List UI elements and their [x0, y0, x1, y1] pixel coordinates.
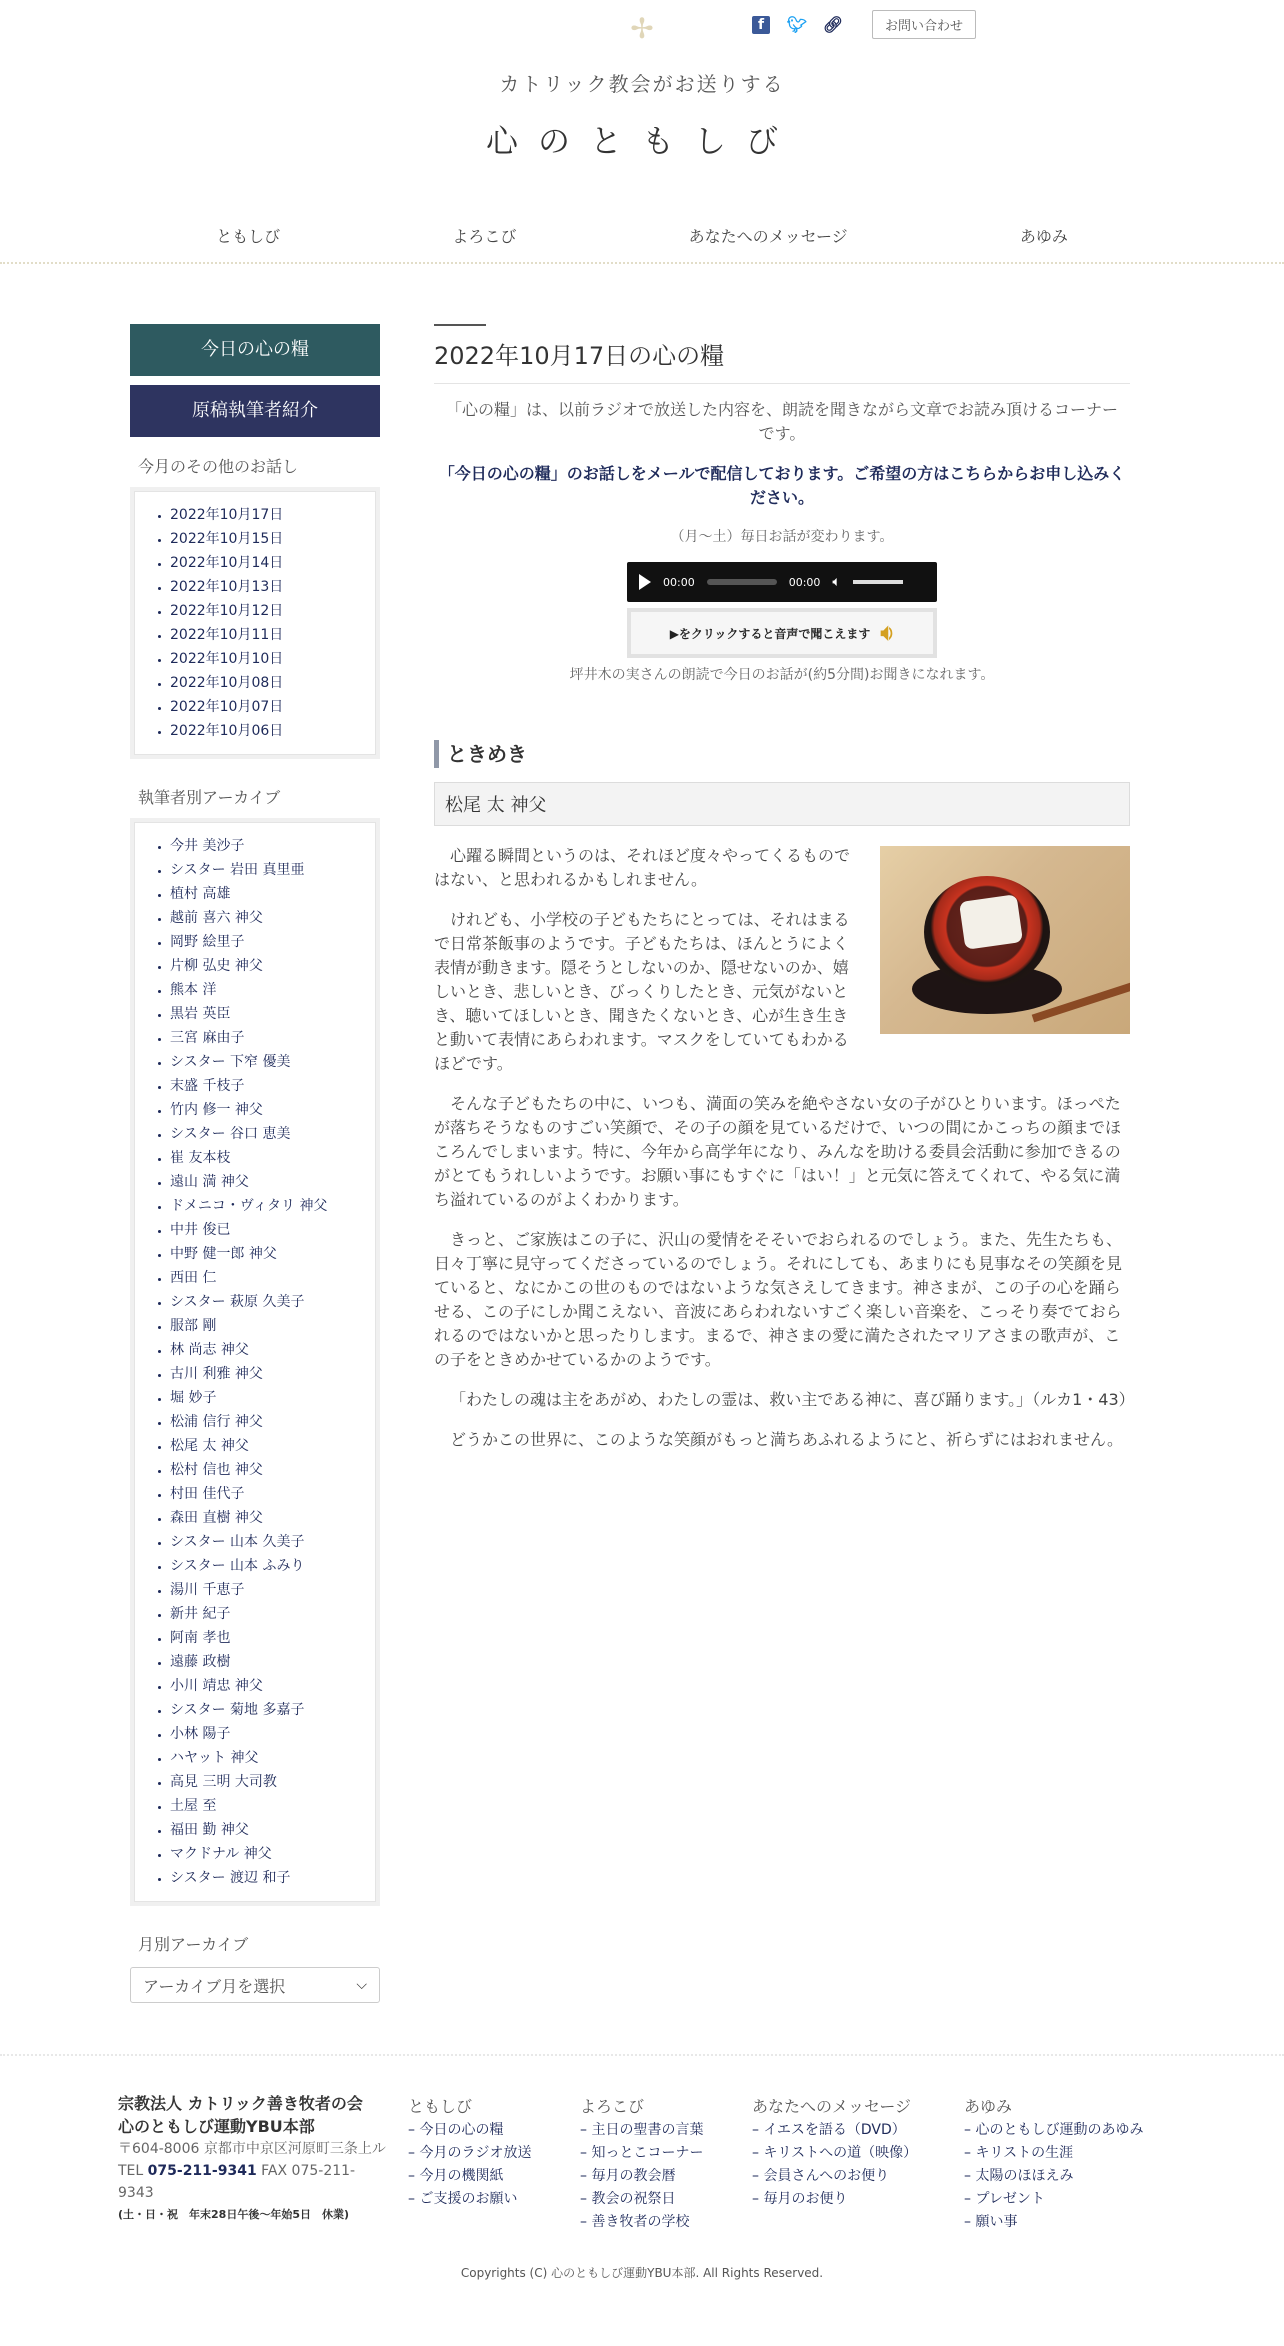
date-link[interactable]: • 2022年10月07日 — [170, 695, 376, 719]
site-subtitle: カトリック教会がお送りする — [499, 72, 785, 96]
tel-label: TEL — [118, 2163, 144, 2179]
daily-note: （月～土）毎日お話が変わります。 — [670, 529, 894, 545]
monthly-archive-select-value: アーカイブ月を選択 — [143, 1976, 286, 1996]
author-link[interactable]: • 片柳 弘史 神父 — [170, 954, 376, 978]
footer-link[interactable] — [580, 2211, 703, 2234]
footer-link-label: 心のともしび運動のあゆみ — [975, 2122, 1144, 2138]
footer-link[interactable] — [752, 2142, 917, 2165]
volume-icon[interactable]: 🔈︎ — [832, 574, 841, 590]
author-link[interactable]: • シスター 山本 ふみり — [170, 1554, 376, 1578]
author-link[interactable]: • 土屋 至 — [170, 1794, 376, 1818]
author-link[interactable]: • ハヤット 神父 — [170, 1746, 376, 1770]
author-link[interactable]: • 阿南 孝也 — [170, 1626, 376, 1650]
footer-link-label: 願い事 — [975, 2214, 1018, 2230]
footer-column — [964, 2094, 1143, 2234]
footer-link[interactable] — [580, 2142, 703, 2165]
dash-icon: – — [408, 2168, 420, 2184]
footer-column — [752, 2094, 917, 2211]
footer-link-label: キリストへの道（映像） — [763, 2145, 918, 2161]
date-link[interactable]: • 2022年10月06日 — [170, 719, 376, 743]
footer-link-list — [580, 2119, 703, 2234]
cross-icon: ✢ — [630, 12, 654, 45]
footer-link[interactable] — [580, 2165, 703, 2188]
footer-link-label: ご支援のお願い — [419, 2191, 518, 2207]
speaker-icon: 🔉︎ — [880, 620, 895, 646]
dash-icon: – — [580, 2214, 592, 2230]
sidebar — [130, 324, 380, 2003]
today-button[interactable]: 今日の心の糧 — [130, 324, 380, 376]
tel-number[interactable]: 075-211-9341 — [147, 2163, 257, 2179]
date-link[interactable]: • 2022年10月13日 — [170, 575, 376, 599]
footer-link-label: 主日の聖書の言葉 — [591, 2122, 704, 2138]
author-link[interactable]: • シスター 菊地 多嘉子 — [170, 1698, 376, 1722]
fax-number: FAX 075-211-9343 — [118, 2163, 356, 2201]
footer-link-label: 善き牧者の学校 — [591, 2214, 690, 2230]
author-link[interactable]: • 小林 陽子 — [170, 1722, 376, 1746]
nav-item-message[interactable]: あなたへのメッセージ — [688, 227, 848, 246]
author-link[interactable]: • 新井 紀子 — [170, 1602, 376, 1626]
site-footer — [0, 2054, 1284, 2280]
author-name: 松尾 太 神父 — [434, 782, 1130, 826]
monthly-archive-select[interactable] — [130, 1967, 380, 2003]
chevron-down-icon: ⌵ — [356, 1977, 367, 1993]
author-archive-heading: 執筆者別アーカイブ — [138, 788, 281, 807]
author-link[interactable]: • 越前 喜六 神父 — [170, 906, 376, 930]
author-link[interactable]: • 高見 三明 大司教 — [170, 1770, 376, 1794]
footer-link-label: キリストの生涯 — [975, 2145, 1074, 2161]
author-link[interactable]: • 三宮 麻由子 — [170, 1026, 376, 1050]
footer-link-label: 毎月のお便り — [763, 2191, 848, 2207]
date-link[interactable]: • 2022年10月17日 — [170, 503, 376, 527]
dash-icon: – — [752, 2168, 764, 2184]
org-info — [118, 2092, 388, 2222]
author-link[interactable]: • 遠山 満 神父 — [170, 1170, 376, 1194]
author-link[interactable]: • 服部 剛 — [170, 1314, 376, 1338]
paragraph: 「わたしの魂は主をあがめ、わたしの霊は、救い主である神に、喜び踊ります。」（ルカ1・43） — [450, 1390, 1135, 1409]
dash-icon: – — [964, 2191, 976, 2207]
mail-signup-link[interactable]: 「今日の心の糧」のお話しをメールで配信しております。ご希望の方はこちらからお申し込みください。 — [438, 464, 1126, 507]
org-name-2: 心のともしび運動YBU本部 — [118, 2117, 315, 2136]
footer-link-label: 知っとこコーナー — [591, 2145, 704, 2161]
other-stories-heading: 今月のその他のお話し — [138, 457, 299, 476]
paragraph: どうかこの世界に、このような笑顔がもっと満ちあふれるようにと、祈らずにはおれません。 — [450, 1430, 1123, 1449]
intro-text: 「心の糧」は、以前ラジオで放送した内容を、朗読を聞きながら文章でお読み頂けるコーナーです。 — [445, 400, 1118, 443]
author-link[interactable]: • 村田 佳代子 — [170, 1482, 376, 1506]
org-address: 〒604-8006 京都市中京区河原町三条上ル — [118, 2141, 386, 2157]
author-link[interactable]: • ドメニコ・ヴィタリ 神父 — [170, 1194, 376, 1218]
author-link[interactable]: • 西田 仁 — [170, 1266, 376, 1290]
footer-link[interactable] — [964, 2142, 1143, 2165]
author-link[interactable]: • 遠藤 政樹 — [170, 1650, 376, 1674]
footer-link[interactable] — [408, 2188, 531, 2211]
nav-item-ayumi[interactable]: あゆみ — [1019, 227, 1068, 246]
footer-link-list — [964, 2119, 1143, 2234]
org-phone — [118, 2160, 388, 2204]
nav-item-tomoshibi[interactable]: ともしび — [216, 227, 281, 246]
author-archive-box — [130, 818, 380, 1906]
date-link[interactable]: • 2022年10月10日 — [170, 647, 376, 671]
footer-link[interactable] — [964, 2188, 1143, 2211]
author-link[interactable]: • 堀 妙子 — [170, 1386, 376, 1410]
author-link[interactable]: • 松浦 信行 神父 — [170, 1410, 376, 1434]
audio-player — [627, 562, 937, 602]
paragraph: きっと、ご家族はこの子に、沢山の愛情をそそいでおられるのでしょう。また、先生たちも、日々丁寧に見守ってくださっているのでしょう。それにしても、あまりにも見事なその笑顔を見ていると、なにかこの世のものではないような気さえしてきます。神さまが、この子の心を踊らせる、この子にしか聞こえない、音波にあらわれないすごく楽しい音楽を、こっそり奏でておられるのではないかと思ったりします。まるで、神さまの愛に満たされたマリアさまの歌声が、この子をときめかせているかのようです。 — [434, 1230, 1123, 1369]
main-nav — [130, 224, 1154, 247]
paragraph: そんな子どもたちの中に、いつも、満面の笑みを絶やさない女の子がひとりいます。ほっぺたが落ちそうなものすごい笑顔で、その子の顔を見ているだけで、いつの間にかこっちの顔までほころんでしまいます。特に、今年から高学年になり、みんなを助ける委員会活動に参加できるのがとてもうれしいようです。お願い事にもすぐに「はい！」と元気に答えてくれて、やる気に満ち溢れているのがよくわかります。 — [434, 1094, 1122, 1209]
section-title: ときめき — [434, 740, 1130, 768]
author-link[interactable]: • 熊本 洋 — [170, 978, 376, 1002]
dash-icon: – — [752, 2145, 764, 2161]
listen-label: ▶をクリックすると音声で聞こえます — [669, 626, 871, 641]
copyright: Copyrights (C) 心のともしび運動YBU本部. All Rights Reserved. — [460, 2266, 824, 2280]
author-link[interactable]: • シスター 下窄 優美 — [170, 1050, 376, 1074]
footer-column-title[interactable]: よろこび — [580, 2097, 645, 2116]
post-title: 2022年10月17日の心の糧 — [434, 326, 1130, 384]
paragraph: けれども、小学校の子どもたちにとっては、それはまるで日常茶飯事のようです。子どもたちは、ほんとうによく表情が動きます。隠そうとしないのか、隠せないのか、嬉しいとき、悲しいとき、びっくりしたとき、元気がないとき、聴いてほしいとき、聞きたくないとき、心が生き生きと動いて表情にあらわれます。マスクをしていてもわかるほどです。 — [434, 910, 850, 1073]
author-link[interactable]: • 湯川 千恵子 — [170, 1578, 376, 1602]
footer-link-label: 毎月の教会暦 — [591, 2168, 676, 2184]
footer-link[interactable] — [408, 2142, 531, 2165]
date-link[interactable]: • 2022年10月08日 — [170, 671, 376, 695]
footer-link[interactable] — [408, 2119, 531, 2142]
footer-link[interactable] — [580, 2188, 703, 2211]
monthly-archive-heading: 月別アーカイブ — [138, 1935, 249, 1954]
dash-icon: – — [408, 2191, 420, 2207]
footer-link[interactable] — [964, 2119, 1143, 2142]
link-icon[interactable]: 🔗︎ — [822, 15, 844, 34]
author-link[interactable]: • 松尾 太 神父 — [170, 1434, 376, 1458]
footer-link-label: プレゼント — [975, 2191, 1045, 2207]
footer-link-label: 会員さんへのお便り — [763, 2168, 890, 2184]
zenzai-photo — [880, 846, 1130, 1034]
footer-link-label: 今月のラジオ放送 — [419, 2145, 532, 2161]
dash-icon: – — [408, 2122, 420, 2138]
footer-link[interactable] — [752, 2188, 917, 2211]
footer-link[interactable] — [580, 2119, 703, 2142]
footer-link-label: 教会の祝祭日 — [591, 2191, 676, 2207]
authors-button[interactable]: 原稿執筆者紹介 — [130, 385, 380, 437]
dash-icon: – — [964, 2168, 976, 2184]
author-link[interactable]: • 古川 利雅 神父 — [170, 1362, 376, 1386]
footer-column-title[interactable]: あなたへのメッセージ — [752, 2097, 912, 2116]
dash-icon: – — [752, 2122, 764, 2138]
time-current: 00:00 — [663, 575, 695, 589]
article-body — [434, 844, 1135, 1452]
dash-icon: – — [964, 2145, 976, 2161]
paragraph: 心躍る瞬間というのは、それほど度々やってくるものではない、と思われるかもしれません。 — [434, 846, 851, 889]
footer-link[interactable] — [964, 2211, 1143, 2234]
date-link[interactable]: • 2022年10月11日 — [170, 623, 376, 647]
time-total: 00:00 — [788, 575, 821, 589]
author-link[interactable]: • シスター 萩原 久美子 — [170, 1290, 376, 1314]
dash-icon: – — [580, 2122, 592, 2138]
dash-icon: – — [752, 2191, 764, 2207]
dash-icon: – — [580, 2145, 592, 2161]
author-link[interactable]: • 林 尚志 神父 — [170, 1338, 376, 1362]
footer-link[interactable] — [752, 2119, 917, 2142]
org-name-1: 宗教法人 カトリック善き牧者の会 — [118, 2094, 363, 2113]
site-header — [0, 0, 1284, 264]
date-link[interactable]: • 2022年10月12日 — [170, 599, 376, 623]
footer-column-title[interactable]: あゆみ — [964, 2097, 1013, 2116]
volume-slider[interactable] — [853, 580, 903, 584]
reader-note: 坪井木の実さんの朗読で今日のお話が(約5分間)お聞きになれます。 — [569, 667, 995, 683]
author-link[interactable]: • 竹内 修一 神父 — [170, 1098, 376, 1122]
footer-link[interactable] — [408, 2165, 531, 2188]
photo-mochi — [959, 894, 1023, 950]
progress-track[interactable] — [707, 579, 777, 585]
author-link[interactable]: • 植村 高雄 — [170, 882, 376, 906]
other-stories-list — [156, 503, 376, 743]
other-stories-box — [130, 487, 380, 759]
main-content — [434, 324, 1135, 1468]
author-link[interactable]: • 岡野 絵里子 — [170, 930, 376, 954]
footer-link-label: イエスを語る（DVD） — [763, 2122, 906, 2138]
footer-link-label: 今日の心の糧 — [419, 2122, 504, 2138]
play-icon[interactable] — [639, 574, 651, 590]
dash-icon: – — [964, 2122, 976, 2138]
author-link[interactable]: • 黒岩 英臣 — [170, 1002, 376, 1026]
author-link[interactable]: • 小川 靖忠 神父 — [170, 1674, 376, 1698]
footer-column-title[interactable]: ともしび — [408, 2097, 473, 2116]
footer-link[interactable] — [752, 2165, 917, 2188]
dash-icon: – — [580, 2191, 592, 2207]
author-link[interactable]: • 福田 勤 神父 — [170, 1818, 376, 1842]
author-link[interactable]: • シスター 谷口 恵美 — [170, 1122, 376, 1146]
footer-link-label: 今月の機関紙 — [419, 2168, 504, 2184]
contact-button[interactable]: お問い合わせ — [872, 10, 976, 39]
twitter-icon[interactable]: 🐦︎ — [786, 15, 808, 34]
dash-icon: – — [964, 2214, 976, 2230]
listen-banner[interactable] — [627, 608, 937, 658]
author-link[interactable]: • シスター 山本 久美子 — [170, 1530, 376, 1554]
author-link[interactable]: • シスター 渡辺 和子 — [170, 1866, 376, 1890]
footer-link-list — [752, 2119, 917, 2211]
author-link[interactable]: • 崔 友本枝 — [170, 1146, 376, 1170]
author-link[interactable]: • 森田 直樹 神父 — [170, 1506, 376, 1530]
date-link[interactable]: • 2022年10月15日 — [170, 527, 376, 551]
facebook-icon[interactable]: f — [752, 16, 770, 34]
author-link[interactable]: • 中野 健一郎 神父 — [170, 1242, 376, 1266]
footer-link[interactable] — [964, 2165, 1143, 2188]
footer-column — [408, 2094, 531, 2211]
site-title[interactable]: 心のともしび — [485, 122, 798, 160]
date-link[interactable]: • 2022年10月14日 — [170, 551, 376, 575]
author-archive-list — [156, 834, 376, 1890]
author-link[interactable]: • シスター 岩田 真里亜 — [170, 858, 376, 882]
social-links — [752, 10, 976, 39]
dash-icon: – — [408, 2145, 420, 2161]
org-hours: (土・日・祝 年末28日午後〜年始5日 休業) — [118, 2208, 350, 2221]
author-link[interactable]: • マクドナル 神父 — [170, 1842, 376, 1866]
footer-column — [580, 2094, 703, 2234]
footer-link-list — [408, 2119, 531, 2211]
footer-link-label: 太陽のほほえみ — [975, 2168, 1074, 2184]
nav-item-yorokobi[interactable]: よろこび — [452, 227, 517, 246]
author-link[interactable]: • 末盛 千枝子 — [170, 1074, 376, 1098]
author-link[interactable]: • 今井 美沙子 — [170, 834, 376, 858]
author-link[interactable]: • 中井 俊已 — [170, 1218, 376, 1242]
dash-icon: – — [580, 2168, 592, 2184]
author-link[interactable]: • 松村 信也 神父 — [170, 1458, 376, 1482]
